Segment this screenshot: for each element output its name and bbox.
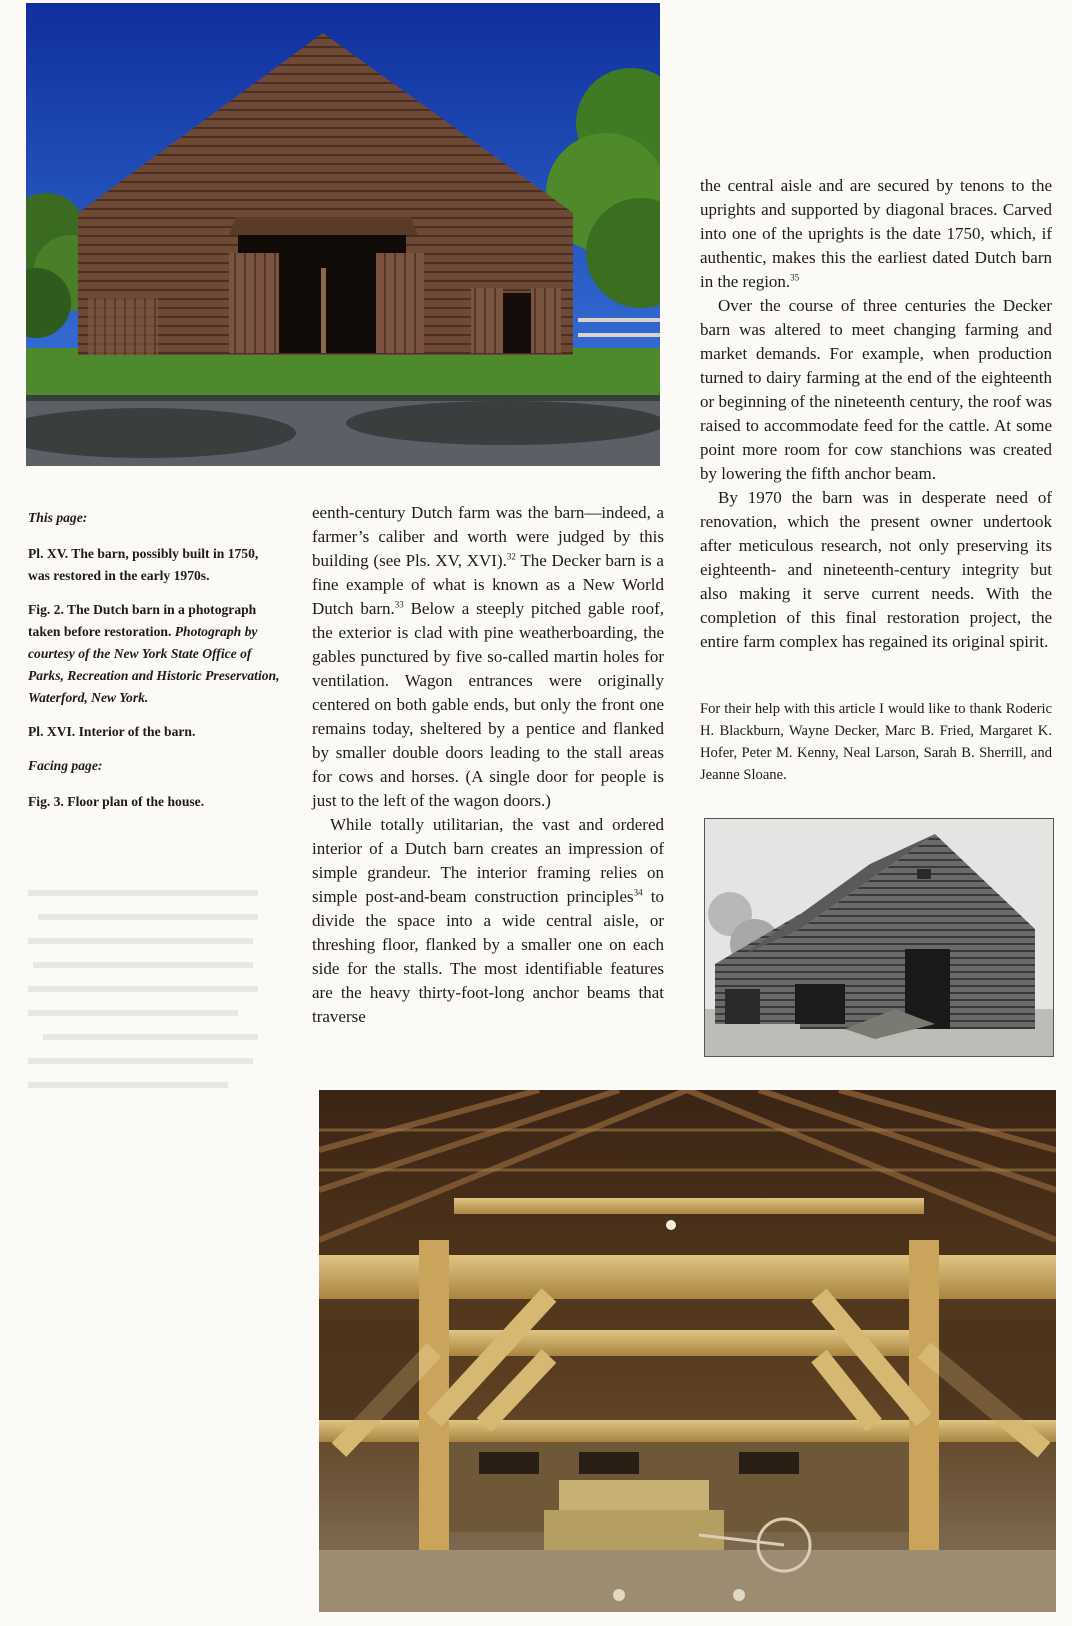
footnote-ref: 33 <box>394 599 404 610</box>
caption-pl-xv: Pl. XV. The barn, possibly built in 1750, was restored in the early 1970s. <box>28 546 259 583</box>
caption-column <box>28 507 280 825</box>
caption-fig-3: Fig. 3. Floor plan of the house. <box>28 794 205 809</box>
caption-pl-xvi: Pl. XVI. Interior of the barn. <box>28 724 196 739</box>
paragraph: By 1970 the barn was in desperate need of renovation, which the present owner undertook after meticulous research, not only preserving its eighteenth- and nineteenth-century integrity but also making it serve current needs. With the completion of this final restoration project, the entire farm complex has regained its original spirit. <box>700 488 1052 651</box>
paragraph <box>312 813 664 1029</box>
text-span: Below a steeply pitched gable roof, the exterior is clad with pine weatherboarding, the gables punctured by five so-called martin holes for ventilation. Wagon entrances were originally centered on both gable ends, but only the front one remains today, sheltered by a pentice and flanked by smaller double doors leading to the stall areas for cows and horses. (A single door for people is just to the left of the wagon doors.) <box>312 599 664 810</box>
barn-interior-photo <box>319 1090 1056 1612</box>
paragraph: Over the course of three centuries the Decker barn was altered to meet changing farming and market demands. For example, when production turned to dairy farming at the end of the eighteenth or beginning of the nineteenth century, the roof was raised to accommodate feed for the cattle. At some point more room for cow stanchions was created by lowering the fifth anchor beam. <box>700 296 1052 483</box>
footnote-ref: 35 <box>790 272 800 283</box>
footnote-ref: 34 <box>633 887 643 898</box>
text-span: The Decker barn is a fine example of what is known as a New World Dutch barn. <box>312 551 664 618</box>
right-text-column <box>700 174 1052 654</box>
caption-fig-2-credit: Photograph by courtesy of the New York State Office of Parks, Recreation and Historic Preservation, Waterford, New York. <box>28 624 280 705</box>
paragraph <box>700 174 1052 294</box>
paragraph <box>312 501 664 813</box>
middle-text-column <box>312 501 664 1029</box>
caption-facing-page: Facing page: <box>28 758 103 773</box>
text-span: eenth-century Dutch farm was the barn—indeed, a farmer’s caliber and worth were judged by this building (see Pls. XV, XVI). <box>312 503 664 570</box>
acknowledgment: For their help with this article I would like to thank Roderic H. Blackburn, Wayne Decker, Marc B. Fried, Margaret K. Hofer, Peter M. Kenny, Neal Larson, Sarah B. Sherrill, and Jeanne Sloane. <box>700 701 1052 783</box>
barn-exterior-photo <box>26 3 660 466</box>
barn-historic-photo <box>704 818 1054 1057</box>
caption-fig-2 <box>28 599 280 709</box>
text-span: to divide the space into a wide central aisle, or threshing floor, flanked by a smaller one on each side for the stalls. The most identifiable features are the heavy thirty-foot-long anchor beams that traverse <box>312 887 664 1026</box>
caption-this-page: This page: <box>28 510 88 525</box>
text-span: the central aisle and are secured by tenons to the uprights and supported by diagonal braces. Carved into one of the uprights is the date 1750, which, if authentic, makes this the earliest dated Dutch barn in the region. <box>700 176 1052 291</box>
footnote-ref: 32 <box>506 551 516 562</box>
text-span: While totally utilitarian, the vast and ordered interior of a Dutch barn creates an impression of simple grandeur. The interior framing relies on simple post-and-beam construction principles <box>312 815 664 906</box>
bleed-through-texture <box>28 880 268 1120</box>
caption-fig-2-title: Fig. 2. The Dutch barn in a photograph taken before restoration. <box>28 602 257 639</box>
